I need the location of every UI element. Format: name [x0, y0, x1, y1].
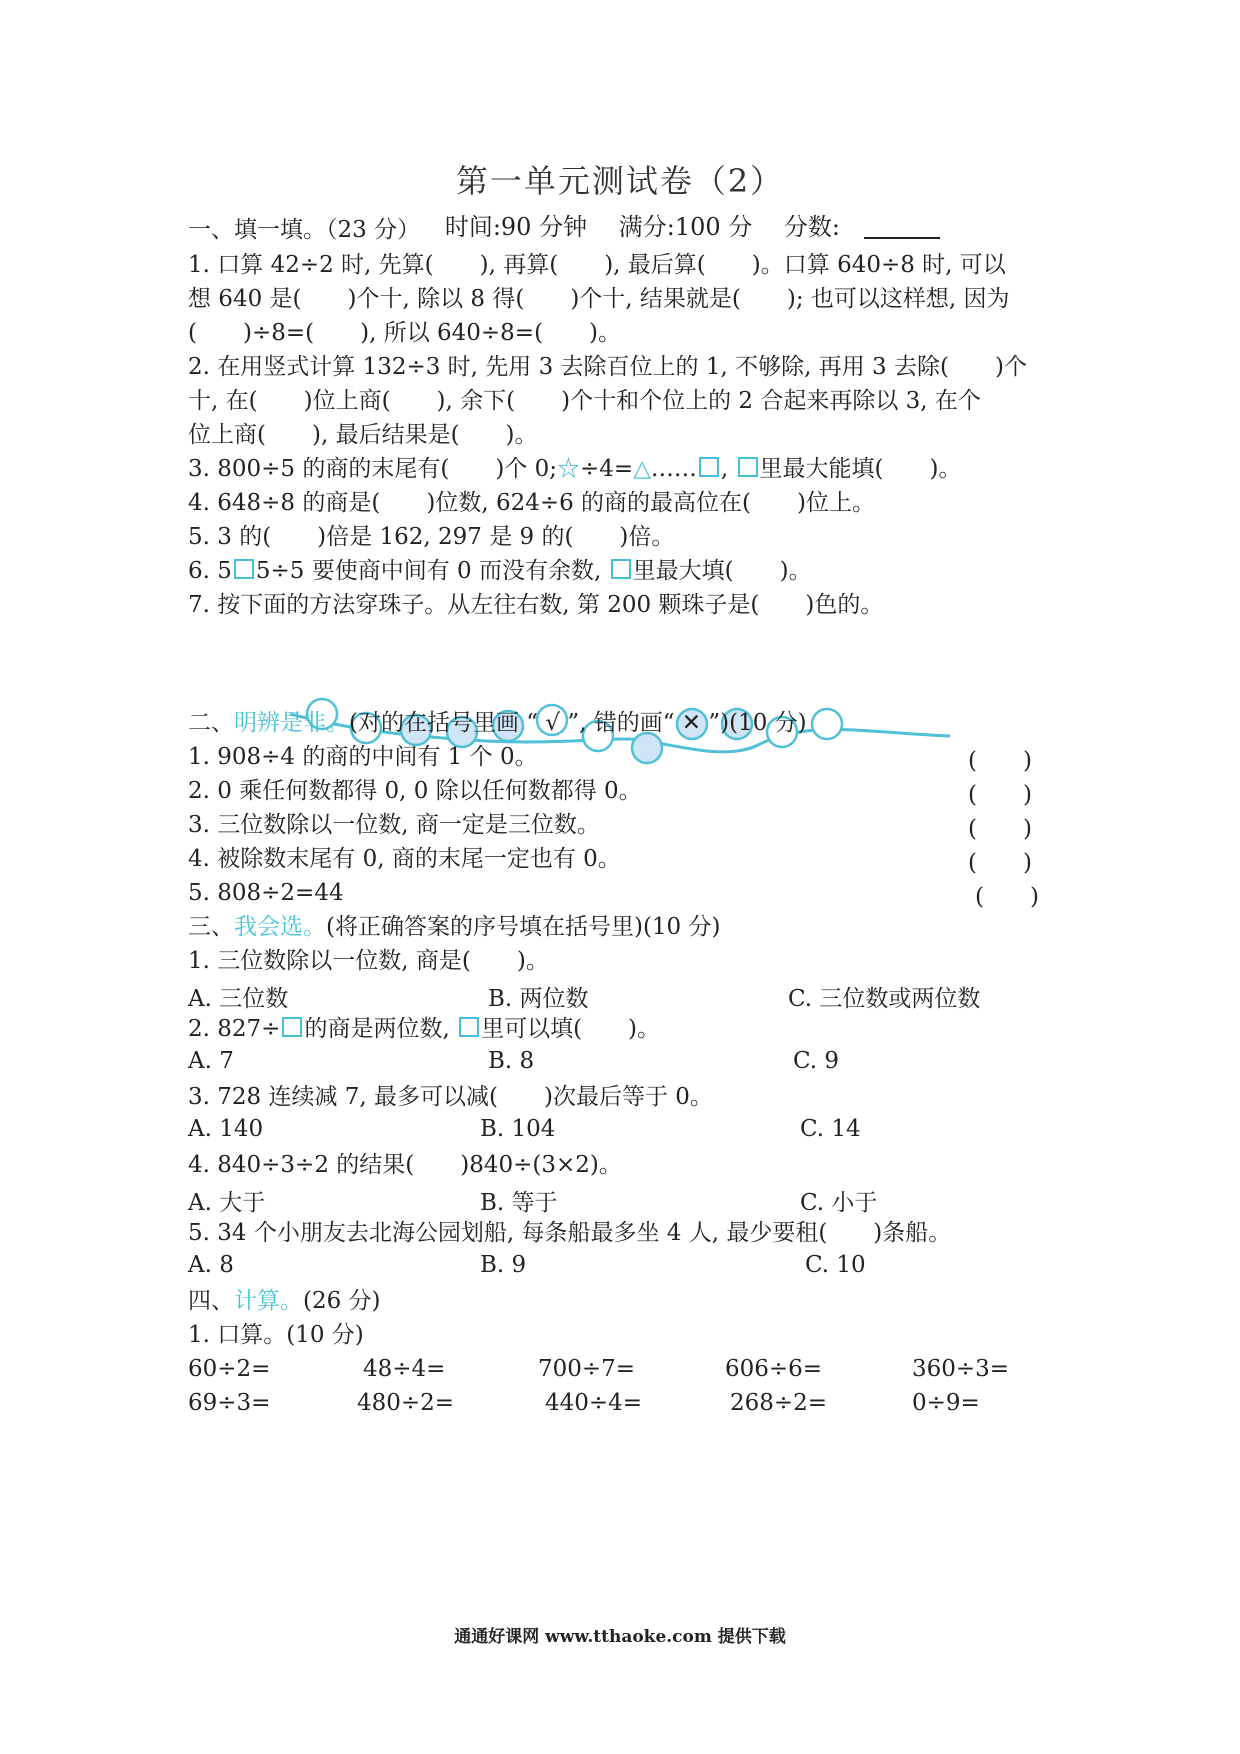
choice-q3-opt-c[interactable]: C. 14 — [800, 1116, 861, 1142]
q4-line: 4. 648÷8 的商是( )位数, 624÷6 的商的最高位在( )位上。 — [188, 490, 876, 516]
page-title: 第一单元测试卷（2） — [455, 162, 785, 200]
calc-item[interactable]: 360÷3= — [912, 1356, 1010, 1382]
choice-q5-opt-c[interactable]: C. 10 — [805, 1252, 866, 1278]
choice-q1-opt-a[interactable]: A. 三位数 — [188, 986, 289, 1012]
footer-credit: 通通好课网 www.tthaoke.com 提供下载 — [454, 1627, 786, 1647]
q5-line: 5. 3 的( )倍是 162, 297 是 9 的( )倍。 — [188, 524, 675, 550]
section-2-heading: 二、明辨是非。(对的在括号里画 “ √ ”, 错的画“ ✕ ”)(10 分) — [188, 710, 807, 736]
choice-q2-opt-c[interactable]: C. 9 — [793, 1048, 840, 1074]
section-4-heading: 四、计算。(26 分) — [188, 1288, 381, 1314]
exam-meta — [421, 207, 940, 242]
full-score: 满分:100 分 — [618, 213, 753, 241]
score-blank[interactable] — [864, 213, 940, 239]
calc-item[interactable]: 606÷6= — [725, 1356, 823, 1382]
calc-item[interactable]: 440÷4= — [545, 1390, 643, 1416]
choice-q3-opt-a[interactable]: A. 140 — [188, 1116, 264, 1142]
triangle-symbol: △ — [633, 456, 651, 482]
judge-item-5: 5. 808÷2=44 — [188, 880, 344, 906]
q7-line: 7. 按下面的方法穿珠子。从左往右数, 第 200 颗珠子是( )色的。 — [188, 592, 884, 618]
choice-q2-opt-a[interactable]: A. 7 — [188, 1048, 234, 1074]
choice-q4-opt-a[interactable]: A. 大于 — [188, 1190, 266, 1216]
square-box — [699, 457, 719, 477]
score-label: 分数: — [784, 213, 940, 241]
judge-item-2: 2. 0 乘任何数都得 0, 0 除以任何数都得 0。 — [188, 778, 642, 804]
judge-answer-1[interactable]: ( ) — [968, 748, 1032, 774]
judge-item-3: 3. 三位数除以一位数, 商一定是三位数。 — [188, 812, 600, 838]
judge-answer-3[interactable]: ( ) — [968, 816, 1032, 842]
q2-line-1: 2. 在用竖式计算 132÷3 时, 先用 3 去除百位上的 1, 不够除, 再用 3 去除( )个 — [188, 354, 1027, 380]
judge-answer-4[interactable]: ( ) — [968, 850, 1032, 876]
bead-white — [812, 709, 842, 739]
square-box — [234, 559, 254, 579]
choice-q5: 5. 34 个小朋友去北海公园划船, 每条船最多坐 4 人, 最少要租( )条船。 — [188, 1220, 952, 1246]
choice-q1-opt-b[interactable]: B. 两位数 — [488, 986, 589, 1012]
choice-q2-opt-b[interactable]: B. 8 — [488, 1048, 535, 1074]
calc-item[interactable]: 48÷4= — [363, 1356, 446, 1382]
judge-answer-5[interactable]: ( ) — [975, 884, 1039, 910]
q3-line: 3. 800÷5 的商的末尾有( )个 0;☆÷4=△…… , 里最大能填( )。 — [188, 456, 962, 482]
choice-q1: 1. 三位数除以一位数, 商是( )。 — [188, 948, 549, 974]
choice-q4-opt-b[interactable]: B. 等于 — [480, 1190, 558, 1216]
calc-item[interactable]: 268÷2= — [730, 1390, 828, 1416]
judge-answer-2[interactable]: ( ) — [968, 782, 1032, 808]
choice-q5-opt-b[interactable]: B. 9 — [480, 1252, 527, 1278]
square-box — [611, 559, 631, 579]
star-symbol: ☆ — [557, 456, 581, 482]
choice-q3: 3. 728 连续减 7, 最多可以减( )次最后等于 0。 — [188, 1084, 713, 1110]
square-box — [282, 1017, 302, 1037]
q1-line-2: 想 640 是( )个十, 除以 8 得( )个十, 结果就是( ); 也可以这样想, 因为 — [188, 286, 1010, 312]
q2-line-3: 位上商( ), 最后结果是( )。 — [188, 422, 538, 448]
calc-item[interactable]: 69÷3= — [188, 1390, 271, 1416]
section-3-heading: 三、我会选。(将正确答案的序号填在括号里)(10 分) — [188, 914, 721, 940]
time-limit: 时间:90 分钟 — [444, 213, 588, 241]
choice-q1-opt-c[interactable]: C. 三位数或两位数 — [788, 986, 981, 1012]
oral-calc-subheading: 1. 口算。(10 分) — [188, 1322, 364, 1348]
calc-item[interactable]: 700÷7= — [538, 1356, 636, 1382]
calc-item[interactable]: 60÷2= — [188, 1356, 271, 1382]
choice-q5-opt-a[interactable]: A. 8 — [188, 1252, 234, 1278]
calc-item[interactable]: 0÷9= — [912, 1390, 980, 1416]
q1-line-1: 1. 口算 42÷2 时, 先算( ), 再算( ), 最后算( )。口算 640÷8 时, 可以 — [188, 252, 1006, 278]
choice-q4-opt-c[interactable]: C. 小于 — [800, 1190, 878, 1216]
section-1-heading: 一、填一填。（23 分） — [188, 217, 421, 243]
choice-q2: 2. 827÷ 的商是两位数, 里可以填( )。 — [188, 1016, 661, 1042]
square-box — [459, 1017, 479, 1037]
choice-q4: 4. 840÷3÷2 的结果( )840÷(3×2)。 — [188, 1152, 622, 1178]
square-box — [738, 457, 758, 477]
q6-line: 6. 5 5÷5 要使商中间有 0 而没有余数, 里最大填( )。 — [188, 558, 812, 584]
q2-line-2: 十, 在( )位上商( ), 余下( )个十和个位上的 2 合起来再除以 3, 在个 — [188, 388, 981, 414]
calc-item[interactable]: 480÷2= — [357, 1390, 455, 1416]
judge-item-4: 4. 被除数末尾有 0, 商的末尾一定也有 0。 — [188, 846, 621, 872]
choice-q3-opt-b[interactable]: B. 104 — [480, 1116, 556, 1142]
judge-item-1: 1. 908÷4 的商的中间有 1 个 0。 — [188, 744, 538, 770]
q1-line-3: ( )÷8=( ), 所以 640÷8=( )。 — [188, 320, 622, 346]
